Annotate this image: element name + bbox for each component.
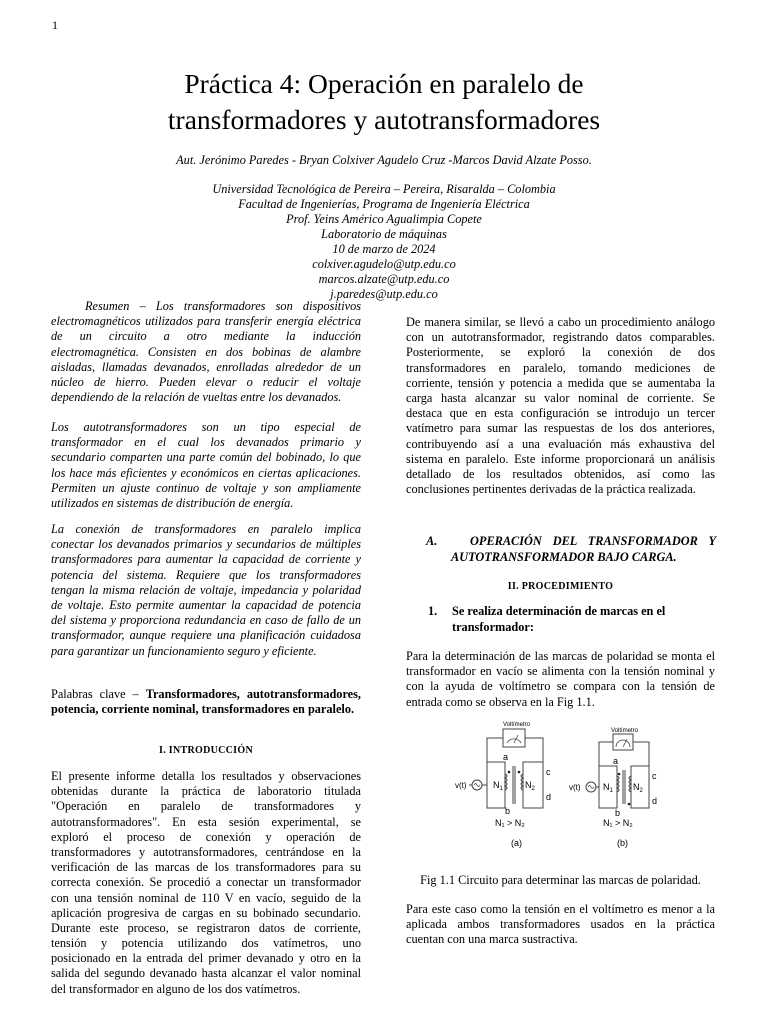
text-line: tengan la misma relación de voltaje, impedancia y polaridad [51, 582, 361, 597]
subsection-a-label: A. [426, 534, 438, 548]
closing-text [406, 902, 715, 948]
text-line: Posteriormente, se exploró la conexión de dos [406, 345, 715, 360]
text-line: "Operación en paralelo de transformadores y [51, 799, 361, 814]
text-line: Los autotransformadores son un tipo especial de [51, 420, 361, 434]
text-line: los hace más eficientes y económicos en ciertas aplicaciones. [51, 465, 361, 480]
figure-label-a: (a) [511, 838, 522, 848]
keywords [51, 687, 361, 717]
terminal-a-label-a: a [503, 752, 509, 762]
text-line: de un circuito a otro mediante la inducción [51, 329, 361, 344]
text-line: utilizados en sistemas de distribución de energía. [51, 495, 294, 510]
text-line: verificación de las marcas de los transformadores para su [51, 860, 361, 875]
text-line: Universidad Tecnológica de Pereira – Pereira, Risaralda – Colombia [212, 182, 556, 196]
figure-caption: Fig 1.1 Circuito para determinar las marcas de polaridad. [420, 873, 701, 887]
text-line: núcleo de hierro. Pueden elevar o reducir el voltaje [51, 374, 361, 389]
list-item-1-line-1: Se realiza determinación de marcas en el [452, 604, 666, 618]
text-line: contribuyendo así a una evaluación más exhaustiva del [406, 436, 715, 451]
text-line: Facultad de Ingenierías, Programa de Ingeniería Eléctrica [238, 197, 530, 211]
terminal-a-label-b: a [613, 756, 619, 766]
source-label-a: v(t) [455, 781, 467, 790]
text-line: conclusiones pertinentes derivadas de la práctica realizada. [406, 482, 696, 497]
terminal-b-label-b: b [615, 808, 621, 818]
text-line: aplicada ambos transformadores usados en la práctica [406, 917, 715, 932]
text-line: con la ayuda de voltímetro se compara con la tensión de [406, 679, 715, 694]
terminal-c-label-b: c [652, 771, 657, 781]
keywords-lead: Palabras clave – [51, 687, 139, 701]
keywords-line-2: potencia, corriente nominal, transformadores en paralelo. [51, 702, 355, 717]
section-heading-introduccion: I. INTRODUCCIÓN [159, 745, 253, 756]
n1-label-a: $N_1$ [493, 780, 503, 792]
text-line: transformador en vacío se alimenta con la tensión nominal y [406, 664, 715, 679]
paper-title [60, 66, 708, 138]
text-line: con un autotransformador, registrando datos comparables. [406, 330, 715, 345]
terminal-d-label-b: d [652, 796, 658, 806]
voltmeter-icon-b [613, 734, 633, 750]
text-line: aplicación progresiva de cargas en su bobinado secundario. [51, 905, 361, 920]
text-line: autotransformadores". En esta sesión experimental, se [51, 814, 361, 829]
ratio-label-b: N₁ > N₂ [603, 818, 633, 828]
text-line: marcos.alzate@utp.edu.co [318, 272, 450, 286]
text-line: transformador, aunque requiere una planificación cuidadosa [51, 628, 361, 643]
text-line: Para la determinación de las marcas de polaridad se monta el [406, 649, 715, 663]
text-line: j.paredes@utp.edu.co [330, 287, 438, 301]
text-line: vatímetro para sumar las respuestas de los dos anteriores, [406, 421, 715, 436]
text-line: tensión y potencia utilizando dos vatímetros, uno [51, 936, 361, 951]
ratio-label-a: N₁ > N₂ [495, 818, 525, 828]
text-line: Resumen – Los transformadores son dispositivos [85, 299, 361, 313]
text-line: de voltaje. Esto permite aumentar la capacidad de potencia [51, 597, 361, 612]
n2-label-b: $N_2$ [633, 782, 643, 794]
text-line: Prof. Yeins Américo Agualimpia Copete [286, 212, 482, 226]
list-item-1-number: 1. [428, 604, 438, 618]
voltimetro-label-b: Voltímetro [611, 728, 639, 734]
text-line: para garantizar un funcionamiento seguro y eficiente. [51, 643, 317, 658]
right-paragraph-1 [406, 315, 715, 497]
text-line: secundario comparten una parte común del bobinado, lo que [51, 450, 361, 465]
text-line: Permiten un ajuste continuo de voltaje y son ampliamente [51, 480, 361, 495]
text-line: del sistema y proporciona redundancia en caso de fallo de un [51, 613, 361, 628]
terminal-d-label-a: d [546, 792, 552, 802]
text-line: electromagnética. Consisten en dos bobinas de alambre [51, 344, 361, 359]
text-line: transformadores y autotransformadores, centrándose en la [51, 844, 361, 859]
text-line: Para este caso como la tensión en el voltímetro es menor a la [406, 902, 715, 916]
text-line: corriente, tensión y potencia a medida que se aumentaba la [406, 375, 715, 390]
text-line: 10 de marzo de 2024 [332, 242, 436, 256]
authors: Aut. Jerónimo Paredes - Bryan Colxiver Agudelo Cruz -Marcos David Alzate Posso. [176, 153, 592, 167]
introduction-text [51, 769, 361, 997]
section-heading-procedimiento: II. PROCEDIMIENTO [507, 581, 614, 592]
text-line: entrada como se observa en la Fig 1.1. [406, 694, 595, 709]
abstract-paragraph-3 [51, 522, 361, 659]
affiliation-block [60, 182, 708, 302]
text-line: con una tensión nominal de 110 V en vacío, seguido de la [51, 890, 361, 905]
page-number: 1 [52, 18, 58, 32]
text-line: detallado de los resultados obtenidos, así como las [406, 466, 715, 481]
text-line: del transformador en alguno de los dos vatímetros. [51, 981, 301, 996]
subsection-a-heading [426, 533, 716, 565]
list-item-1 [428, 604, 718, 635]
text-line: carga hasta alcanzar su valor nominal de corriente. Se [406, 390, 715, 405]
text-line: electromagnéticos utilizados para transferir energía eléctrica [51, 314, 361, 329]
abstract-paragraph-1 [51, 299, 361, 405]
terminal-b-label-a: b [505, 806, 511, 816]
title-line-2: transformadores y autotransformadores [167, 104, 601, 135]
text-line: exploró el proceso de conexión y operación de [51, 829, 361, 844]
list-item-1-line-2: transformador: [452, 619, 534, 634]
text-line: Laboratorio de máquinas [321, 227, 447, 241]
text-line: correcta conexión. Se procedió a conectar un transformador [51, 875, 361, 890]
circuit-b [569, 728, 657, 848]
source-label-b: v(t) [569, 783, 581, 792]
abstract-paragraph-2 [51, 420, 361, 511]
text-line: Durante este proceso, se registraron datos de corriente, [51, 920, 361, 935]
n1-label-b: $N_1$ [603, 782, 613, 794]
n2-label-a: $N_2$ [525, 780, 535, 792]
text-line: colxiver.agudelo@utp.edu.co [312, 257, 456, 271]
text-line: destaca que en esta configuración se introdujo un tercer [406, 406, 715, 421]
title-line-1: Práctica 4: Operación en paralelo de [184, 68, 584, 99]
voltimetro-label-a: Voltímetro [503, 722, 531, 728]
text-line: cuentan con una marca sustractiva. [406, 932, 578, 947]
text-line: sistema en paralelo. Este informe proporcionará un análisis [406, 451, 715, 466]
text-line: La conexión de transformadores en paralelo implica [51, 522, 361, 536]
figure-label-b: (b) [617, 838, 628, 848]
text-line: posicionado en la entrada del primer devanado y otro en la [51, 951, 361, 966]
text-line: potencia del sistema. Requiere que los transformadores [51, 567, 361, 582]
text-line: transformadores en paralelo, tomando mediciones de [406, 360, 715, 375]
text-line: El presente informe detalla los resultados y observaciones [51, 769, 361, 783]
circuit-a [455, 722, 551, 848]
polarity-text [406, 649, 715, 710]
subsection-a-line-2: AUTOTRANSFORMADOR BAJO CARGA. [451, 550, 677, 564]
text-line: conectar los devanados primarios y secundarios de múltiples [51, 537, 361, 552]
text-line: De manera similar, se llevó a cabo un procedimiento análogo [406, 315, 715, 329]
text-line: transformador en el cual los devanados primario y [51, 435, 361, 450]
subsection-a-line-1: OPERACIÓN DEL TRANSFORMADOR Y [470, 534, 716, 548]
text-line: transformadores para aumentar la capacidad de corriente y [51, 552, 361, 567]
text-line: salida del segundo devanado hasta alcanzar el valor nominal [51, 966, 361, 981]
text-line: aisladas, llamadas devanados, enrolladas alrededor de un [51, 359, 361, 374]
polarity-circuit-figure [455, 718, 700, 852]
terminal-c-label-a: c [546, 767, 551, 777]
keywords-line-1: Transformadores, autotransformadores, [145, 687, 361, 701]
text-line: dependiendo de la relación de vueltas entre los devanados. [51, 390, 342, 405]
voltmeter-icon-a [503, 729, 525, 747]
text-line: obtenidas durante la práctica de laboratorio titulada [51, 784, 361, 799]
